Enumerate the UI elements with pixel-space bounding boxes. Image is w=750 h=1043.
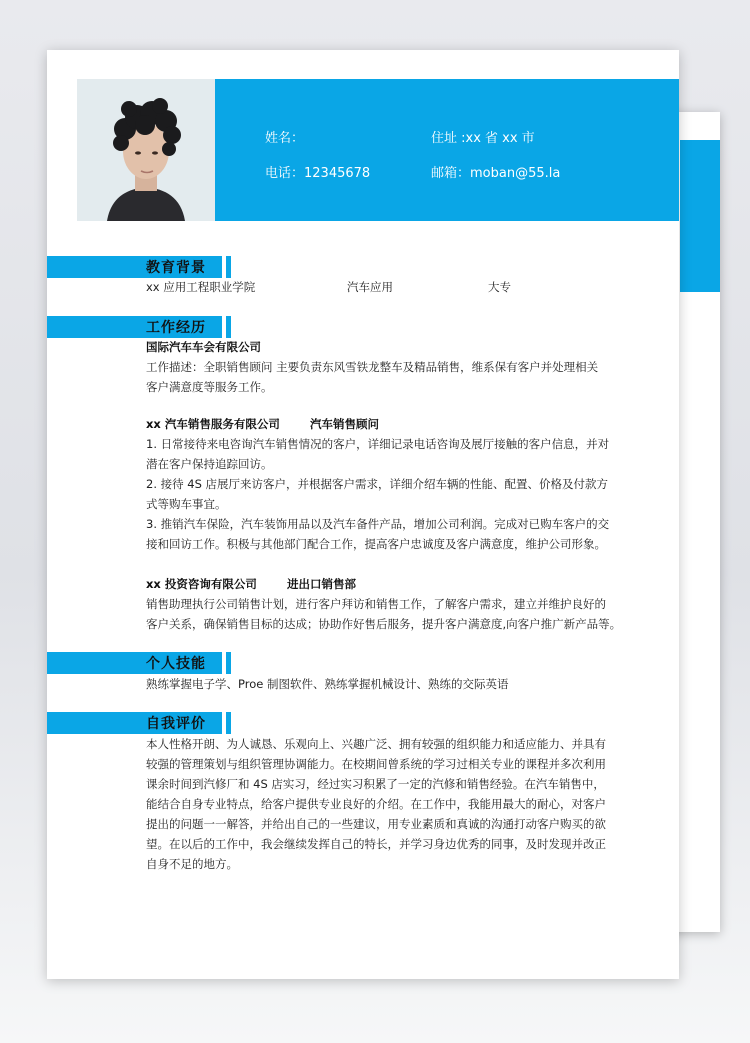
job-2-line: 接和回访工作。积极与其他部门配合工作，提高客户忠诚度及客户满意度，维护公司形象。 bbox=[146, 537, 606, 551]
self-eval-line: 较强的管理策划与组织管理协调能力。在校期间曾系统的学习过相关专业的课程并多次利用 bbox=[146, 757, 606, 771]
back-sheet-band bbox=[680, 140, 720, 292]
address-text: 住址 :xx 省 xx 市 bbox=[431, 131, 535, 146]
self-eval-line: 自身不足的地方。 bbox=[146, 857, 238, 871]
job-2-line: 式等购车事宜。 bbox=[146, 497, 227, 511]
job-2-line: 3. 推销汽车保险，汽车装饰用品以及汽车备件产品，增加公司利润。完成对已购车客户的交 bbox=[146, 517, 610, 531]
job-2-line: 2. 接待 4S 店展厅来访客户，并根据客户需求，详细介绍车辆的性能、配置、价格及付款方 bbox=[146, 477, 609, 491]
resume-header bbox=[77, 79, 679, 221]
job-3-company: xx 投资咨询有限公司 bbox=[146, 577, 257, 591]
name-label: 姓名： bbox=[265, 131, 305, 146]
section-bar-tab bbox=[226, 256, 231, 278]
education-degree: 大专 bbox=[488, 280, 511, 294]
resume-page bbox=[47, 50, 679, 979]
section-bar-tab bbox=[226, 712, 231, 734]
education-school: xx 应用工程职业学院 bbox=[146, 280, 256, 294]
self-eval-line: 能结合自身专业特点，给客户提供专业良好的介绍。在工作中，我能用最大的耐心，对客户 bbox=[146, 797, 606, 811]
job-1-line: 工作描述：全职销售顾问 主要负责东风雪铁龙整车及精品销售，维系保有客户并处理相关 bbox=[146, 360, 599, 374]
self-eval-line: 本人性格开朗、为人诚恳、乐观向上、兴趣广泛、拥有较强的组织能力和适应能力、并具有 bbox=[146, 737, 606, 751]
phone-text: 电话：12345678 bbox=[265, 166, 371, 181]
job-2-line: 潜在客户保持追踪回访。 bbox=[146, 457, 273, 471]
section-title-self-eval: 自我评价 bbox=[146, 716, 206, 732]
section-title-work: 工作经历 bbox=[146, 320, 206, 336]
self-eval-line: 提出的问题一一解答，并给出自己的一些建议，用专业素质和真诚的沟通打动客户购买的欲 bbox=[146, 817, 606, 831]
profile-photo bbox=[77, 79, 215, 221]
section-bar-tab bbox=[226, 316, 231, 338]
job-3-line: 客户关系，确保销售目标的达成；协助作好售后服务，提升客户满意度,向客户推广新产品等。 bbox=[146, 617, 622, 631]
self-eval-line: 课余时间到汽修厂和 4S 店实习，经过实习积累了一定的汽修和销售经验。在汽车销售中， bbox=[146, 777, 605, 791]
profile-photo-illustration bbox=[77, 79, 215, 221]
job-1-line: 客户满意度等服务工作。 bbox=[146, 380, 273, 394]
self-eval-line: 望。在以后的工作中，我会继续发挥自己的特长，并学习身边优秀的同事，及时发现并改正 bbox=[146, 837, 606, 851]
education-major: 汽车应用 bbox=[347, 280, 393, 294]
email-text: 邮箱：moban@55.la bbox=[431, 166, 561, 181]
job-3-position: 进出口销售部 bbox=[287, 577, 356, 591]
job-3-line: 销售助理执行公司销售计划，进行客户拜访和销售工作，了解客户需求，建立并维护良好的 bbox=[146, 597, 606, 611]
skills-text: 熟练掌握电子学、Proe 制图软件、熟练掌握机械设计、熟练的交际英语 bbox=[146, 677, 509, 691]
section-title-education: 教育背景 bbox=[146, 260, 206, 276]
job-2-company: xx 汽车销售服务有限公司 bbox=[146, 417, 280, 431]
job-2-position: 汽车销售顾问 bbox=[310, 417, 379, 431]
section-title-skills: 个人技能 bbox=[146, 656, 206, 672]
job-1-company: 国际汽车车会有限公司 bbox=[146, 340, 261, 354]
contact-banner bbox=[215, 79, 679, 221]
job-2-line: 1. 日常接待来电咨询汽车销售情况的客户，详细记录电话咨询及展厅接触的客户信息，并对 bbox=[146, 437, 610, 451]
section-bar-tab bbox=[226, 652, 231, 674]
